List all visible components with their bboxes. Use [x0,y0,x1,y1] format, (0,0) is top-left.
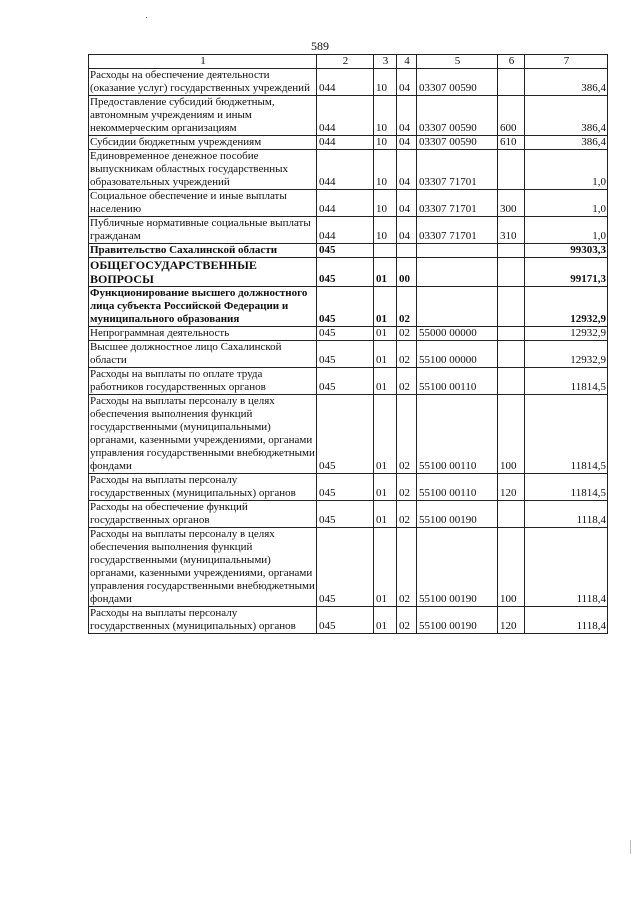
table-row [89,327,608,341]
table-row [89,607,608,634]
row-subsection-cell: 02 [397,368,417,395]
row-subsection-cell: 02 [397,327,417,341]
column-header: 4 [397,55,417,69]
row-target-article-cell: 55100 00110 [417,474,498,501]
row-code-cell: 045 [317,258,374,287]
row-target-article-cell [417,244,498,258]
table-row [89,258,608,287]
row-section-cell [374,244,397,258]
row-section-cell: 10 [374,190,397,217]
table-row [89,217,608,244]
row-subsection-cell: 04 [397,190,417,217]
row-name-cell: Расходы на выплаты персоналу в целях обеспечения выполнения функций государственными (муниципальными) органами, казенными учреждениями, органами управления государственными внебюджетными фондами [90,395,315,472]
row-subsection-cell: 02 [397,474,417,501]
row-amount-cell: 99171,3 [525,258,608,287]
table-row [89,136,608,150]
row-target-article-cell: 55100 00190 [417,528,498,607]
row-section-cell: 01 [374,501,397,528]
row-subsection-cell: 04 [397,96,417,136]
row-section-cell: 10 [374,96,397,136]
row-section-cell: 01 [374,368,397,395]
row-subsection-cell: 04 [397,150,417,190]
row-code-cell: 044 [317,150,374,190]
row-expense-type-cell: 100 [498,395,525,474]
row-amount-cell: 1118,4 [525,501,608,528]
row-amount-cell: 11814,5 [525,474,608,501]
table-row [89,341,608,368]
row-code-cell: 045 [317,395,374,474]
column-header: 1 [89,55,317,69]
row-name-cell: Расходы на выплаты по оплате труда работников государственных органов [89,368,317,395]
table-row [89,474,608,501]
row-expense-type-cell: 300 [498,190,525,217]
row-target-article-cell: 03307 00590 [417,96,498,136]
row-name-cell: Правительство Сахалинской области [89,244,317,258]
row-amount-cell: 1,0 [525,190,608,217]
table-row [89,96,608,136]
row-expense-type-cell: 600 [498,96,525,136]
row-name-cell: Расходы на обеспечение деятельности (оказание услуг) государственных учреждений [89,69,317,96]
row-name-cell: Субсидии бюджетным учреждениям [89,136,317,150]
row-name-cell: Предоставление субсидий бюджетным, автономным учреждениям и иным некоммерческим организациям [89,96,317,136]
row-section-cell: 10 [374,69,397,96]
row-target-article-cell: 55100 00190 [417,501,498,528]
row-name-cell: ОБЩЕГОСУДАРСТВЕННЫЕ ВОПРОСЫ [89,258,317,287]
row-code-cell: 044 [317,190,374,217]
row-expense-type-cell [498,501,525,528]
row-expense-type-cell [498,244,525,258]
row-target-article-cell: 55100 00110 [417,395,498,474]
row-target-article-cell: 03307 00590 [417,136,498,150]
page-number: 589 [311,39,329,53]
row-expense-type-cell [498,150,525,190]
row-amount-cell: 1118,4 [525,528,608,607]
row-expense-type-cell: 310 [498,217,525,244]
row-subsection-cell: 04 [397,69,417,96]
row-amount-cell: 386,4 [525,96,608,136]
column-header: 2 [317,55,374,69]
row-expense-type-cell [498,368,525,395]
row-code-cell: 045 [317,368,374,395]
row-code-cell: 045 [317,474,374,501]
row-name-cell: Высшее должностное лицо Сахалинской области [89,341,317,368]
table-row [89,69,608,96]
row-section-cell: 01 [374,258,397,287]
row-name-cell: Расходы на выплаты персоналу государственных (муниципальных) органов [89,607,317,634]
row-section-cell: 01 [374,327,397,341]
row-target-article-cell: 55100 00190 [417,607,498,634]
row-amount-cell: 11814,5 [525,395,608,474]
row-subsection-cell: 00 [397,258,417,287]
row-code-cell: 045 [317,327,374,341]
row-target-article-cell: 03307 71701 [417,217,498,244]
row-section-cell: 10 [374,217,397,244]
row-code-cell: 045 [317,244,374,258]
row-amount-cell: 12932,9 [525,341,608,368]
row-amount-cell: 99303,3 [525,244,608,258]
column-header-row [89,55,608,69]
row-name-cell: Единовременное денежное пособие выпускникам областных государственных образовательных учреждений [89,150,317,190]
row-target-article-cell: 55000 00000 [417,327,498,341]
row-expense-type-cell [498,69,525,96]
row-target-article-cell: 03307 71701 [417,150,498,190]
table-row [89,287,608,327]
row-code-cell: 045 [317,341,374,368]
row-code-cell: 045 [317,607,374,634]
budget-table [88,54,608,634]
row-amount-cell: 1,0 [525,150,608,190]
column-header: 6 [498,55,525,69]
row-code-cell: 044 [317,217,374,244]
table-row [89,244,608,258]
row-expense-type-cell [498,258,525,287]
row-target-article-cell: 55100 00110 [417,368,498,395]
row-subsection-cell: 02 [397,607,417,634]
row-code-cell: 045 [317,501,374,528]
row-code-cell: 045 [317,287,374,327]
table-row [89,150,608,190]
row-target-article-cell: 03307 00590 [417,69,498,96]
row-subsection-cell: 04 [397,217,417,244]
row-subsection-cell: 02 [397,341,417,368]
row-target-article-cell: 55100 00000 [417,341,498,368]
row-amount-cell: 386,4 [525,69,608,96]
row-name-cell: Расходы на выплаты персоналу в целях обеспечения выполнения функций государственными (муниципальными) органами, казенными учреждениями, органами управления государственными внебюджетными фондами [90,528,315,605]
row-amount-cell: 11814,5 [525,368,608,395]
table-row [89,395,608,474]
row-expense-type-cell [498,327,525,341]
row-subsection-cell: 02 [397,501,417,528]
row-subsection-cell: 02 [397,528,417,607]
row-section-cell: 01 [374,287,397,327]
row-subsection-cell [397,244,417,258]
row-amount-cell: 386,4 [525,136,608,150]
row-amount-cell: 1118,4 [525,607,608,634]
row-section-cell: 01 [374,607,397,634]
row-expense-type-cell: 120 [498,474,525,501]
row-subsection-cell: 02 [397,287,417,327]
row-section-cell: 10 [374,150,397,190]
row-code-cell: 045 [317,528,374,607]
row-expense-type-cell [498,287,525,327]
column-header: 3 [374,55,397,69]
row-subsection-cell: 04 [397,136,417,150]
row-code-cell: 044 [317,69,374,96]
row-amount-cell: 1,0 [525,217,608,244]
row-name-cell: Расходы на обеспечение функций государственных органов [89,501,317,528]
row-expense-type-cell: 100 [498,528,525,607]
row-expense-type-cell [498,341,525,368]
row-section-cell: 10 [374,136,397,150]
row-code-cell: 044 [317,136,374,150]
row-name-cell: Публичные нормативные социальные выплаты гражданам [89,217,317,244]
row-name-cell: Функционирование высшего должностного лица субъекта Российской Федерации и муниципального образования [89,287,317,327]
table-row [89,368,608,395]
scan-edge-mark [630,840,631,854]
table-row [89,501,608,528]
row-target-article-cell [417,287,498,327]
table-row [89,190,608,217]
row-section-cell: 01 [374,341,397,368]
row-expense-type-cell: 610 [498,136,525,150]
row-section-cell: 01 [374,395,397,474]
row-name-cell: Социальное обеспечение и иные выплаты населению [89,190,317,217]
scan-speck [146,17,147,18]
row-name-cell: Расходы на выплаты персоналу государственных (муниципальных) органов [89,474,317,501]
column-header: 5 [417,55,498,69]
row-code-cell: 044 [317,96,374,136]
row-target-article-cell [417,258,498,287]
row-section-cell: 01 [374,528,397,607]
row-section-cell: 01 [374,474,397,501]
row-subsection-cell: 02 [397,395,417,474]
row-amount-cell: 12932,9 [525,287,608,327]
table-row [89,528,608,607]
row-name-cell: Непрограммная деятельность [89,327,317,341]
column-header: 7 [525,55,608,69]
row-amount-cell: 12932,9 [525,327,608,341]
row-target-article-cell: 03307 71701 [417,190,498,217]
row-expense-type-cell: 120 [498,607,525,634]
